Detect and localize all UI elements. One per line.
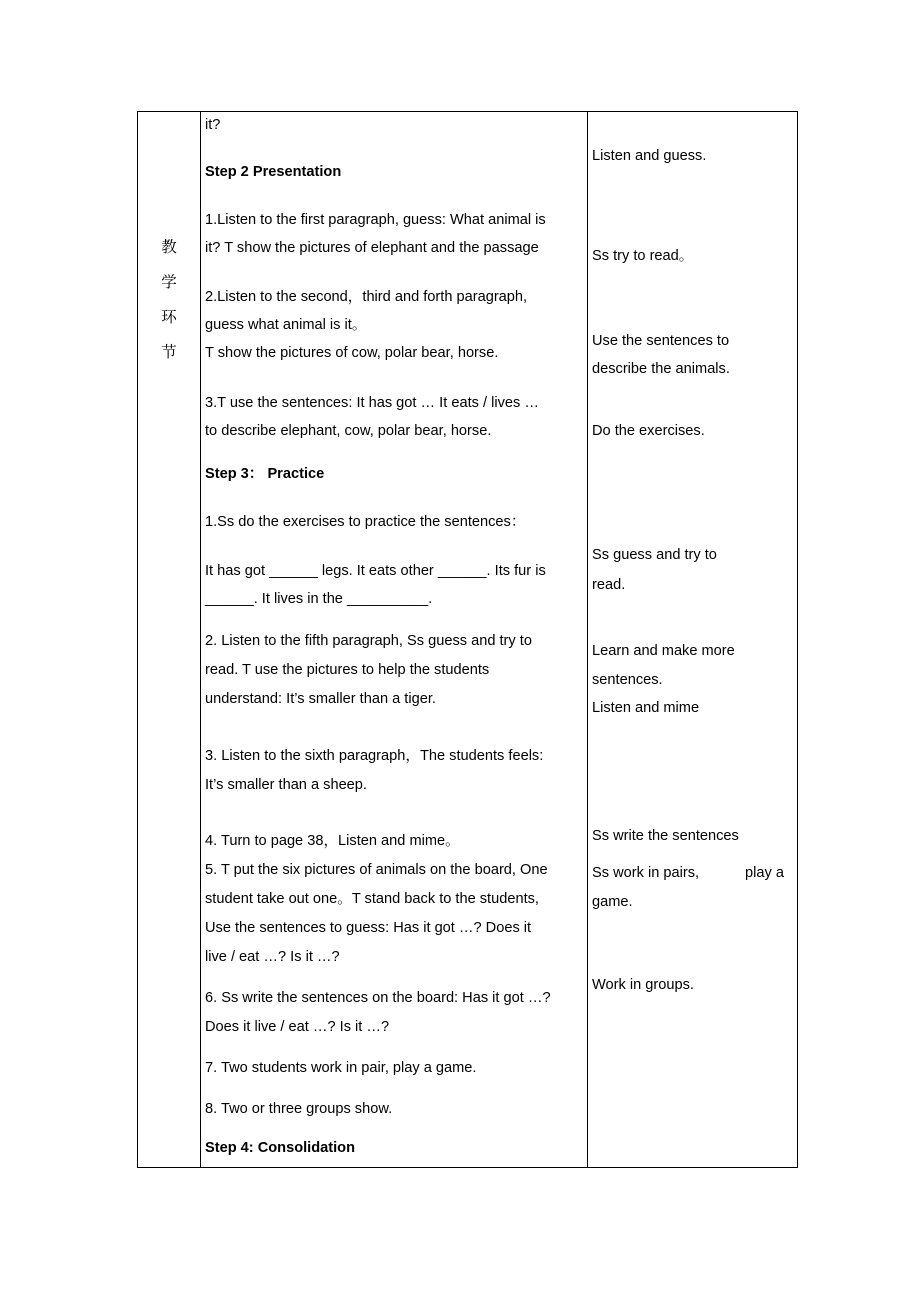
procedure-line: 2. Listen to the fifth paragraph, Ss guess and try to: [205, 633, 532, 649]
procedure-line: T show the pictures of cow, polar bear, horse.: [205, 345, 499, 361]
procedure-line: Does it live / eat …? Is it …?: [205, 1019, 390, 1035]
procedure-line: guess what animal is it。: [205, 317, 367, 333]
table-row: [138, 112, 798, 1168]
procedure-line: Step 2 Presentation: [205, 164, 342, 180]
procedure-line: 6. Ss write the sentences on the board: Has it got …?: [205, 990, 551, 1006]
procedure-line: ______. It lives in the __________.: [205, 591, 433, 607]
activity-line: Ss write the sentences: [592, 828, 739, 844]
stage-char-4: 节: [161, 343, 177, 361]
procedure-line: 4. Turn to page 38，Listen and mime。: [205, 833, 460, 849]
activity-line: Listen and mime: [592, 700, 700, 716]
procedure-line: it?: [205, 117, 221, 133]
activity-line: play a: [745, 865, 784, 881]
activity-line: Listen and guess.: [592, 148, 707, 164]
teaching-procedure-cell: [201, 112, 588, 1168]
procedure-line: it? T show the pictures of elephant and the passage: [205, 240, 539, 256]
procedure-line: It’s smaller than a sheep.: [205, 777, 367, 793]
stage-column-cell: [138, 112, 201, 1168]
activity-line: Do the exercises.: [592, 423, 705, 439]
procedure-line: 3. Listen to the sixth paragraph，The students feels:: [205, 748, 544, 764]
activity-line: read.: [592, 577, 626, 593]
procedure-line: student take out one。T stand back to the students,: [205, 891, 539, 907]
student-activity-cell: [588, 112, 798, 1168]
procedure-line: live / eat …? Is it …?: [205, 949, 340, 965]
activity-line: Use the sentences to: [592, 333, 730, 349]
procedure-line: to describe elephant, cow, polar bear, horse.: [205, 423, 492, 439]
procedure-line: understand: It’s smaller than a tiger.: [205, 691, 436, 707]
stage-char-3: 环: [161, 308, 177, 326]
activity-line: Ss work in pairs,: [592, 865, 700, 881]
procedure-line: 3.T use the sentences: It has got … It eats / lives …: [205, 395, 539, 411]
procedure-line: Step 4: Consolidation: [205, 1140, 355, 1156]
activity-line: game.: [592, 894, 633, 910]
procedure-line: 2.Listen to the second，third and forth paragraph,: [205, 289, 528, 305]
procedure-line: 5. T put the six pictures of animals on the board, One: [205, 862, 548, 878]
procedure-line: 7. Two students work in pair, play a game.: [205, 1060, 477, 1076]
activity-line: Ss try to read。: [592, 248, 694, 264]
activity-line: Learn and make more: [592, 643, 735, 659]
activity-line: sentences.: [592, 672, 663, 688]
stage-char-1: 教: [161, 238, 177, 256]
procedure-line: Use the sentences to guess: Has it got …? Does it: [205, 920, 532, 936]
procedure-line: 1.Listen to the first paragraph, guess: What animal is: [205, 212, 546, 228]
procedure-line: Step 3： Practice: [205, 466, 325, 482]
stage-vertical-label: [138, 112, 200, 370]
stage-char-2: 学: [161, 273, 177, 291]
activity-line: Ss guess and try to: [592, 547, 717, 563]
activity-line: Work in groups.: [592, 977, 694, 993]
procedure-line: It has got ______ legs. It eats other ______. Its fur is: [205, 563, 546, 579]
procedure-line: 1.Ss do the exercises to practice the sentences：: [205, 514, 526, 530]
procedure-line: 8. Two or three groups show.: [205, 1101, 393, 1117]
activity-line: describe the animals.: [592, 361, 730, 377]
lesson-plan-table: [137, 111, 798, 1168]
procedure-line: read. T use the pictures to help the students: [205, 662, 490, 678]
